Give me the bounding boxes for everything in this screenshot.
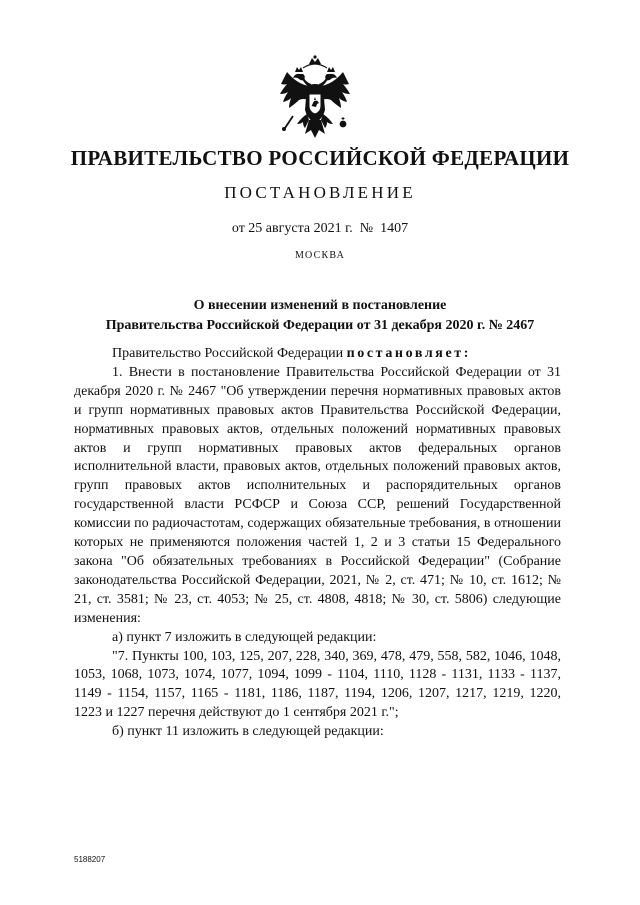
document-code: 5188207 [74,855,106,864]
decree-word: постановляет: [346,346,471,361]
paragraph-1: 1. Внести в постановление Правительства Российской Федерации от 31 декабря 2020 г. № 2467 "Об утверждении перечня нормативных правовых актов и групп нормативных правовых актов Правительства Российской Федерации, нормативных правовых актов, отдельных положений нормативных правовых актов и групп нормативных правовых актов федеральных органов исполнительной власти, правовых актов, отдельных положений правовых актов, групп правовых актов исполнительных и распорядительных органов государственной власти РСФСР и Союза ССР, решений Государственной комиссии по радиочастотам, содержащих обязательные требования, в отношении которых не применяются положения частей 1, 2 и 3 статьи 15 Федерального закона "Об обязательных требованиях в Российской Федерации" (Собрание законодательства Российской Федерации, 2021, № 2, ст. 471; № 10, ст. 1612; № 21, ст. 3581; № 23, ст. 4053; № 25, ст. 4808, 4818; № 30, ст. 5806) следующие изменения: [74,364,561,626]
subject-line-1: О внесении изменений в постановление [193,298,447,313]
intro-text: Правительство Российской Федерации [112,346,347,361]
government-title: ПРАВИТЕЛЬСТВО РОССИЙСКОЙ ФЕДЕРАЦИИ [70,146,570,170]
subject-line-2: Правительства Российской Федерации от 31 декабря 2020 г. № 2467 [105,318,535,333]
paragraph-quote-7: "7. Пункты 100, 103, 125, 207, 228, 340, 369, 478, 479, 558, 582, 1046, 1048, 1053, 1068, 1073, 1074, 1077, 1094, 1099 - 1104, 1110, 1128 - 1131, 1133 - 1137, 1149 - 1154, 1157, 1165 - 1181, 1186, 1187, 1194, 1206, 1207, 1217, 1219, 1220, 1223 и 1227 перечня действуют до 1 сентября 2021 г."; [74,648,561,721]
document-subject [0,296,640,336]
document-date-number: от 25 августа 2021 г. № 1407 [231,221,409,236]
intro-paragraph [74,345,561,364]
document-type: ПОСТАНОВЛЕНИЕ [224,183,416,202]
document-city: МОСКВА [294,250,346,261]
document-body [74,345,561,742]
coat-of-arms-icon [273,54,357,150]
paragraph-b: б) пункт 11 изложить в следующей редакции: [112,724,384,740]
paragraph-a: а) пункт 7 изложить в следующей редакции: [112,629,377,645]
